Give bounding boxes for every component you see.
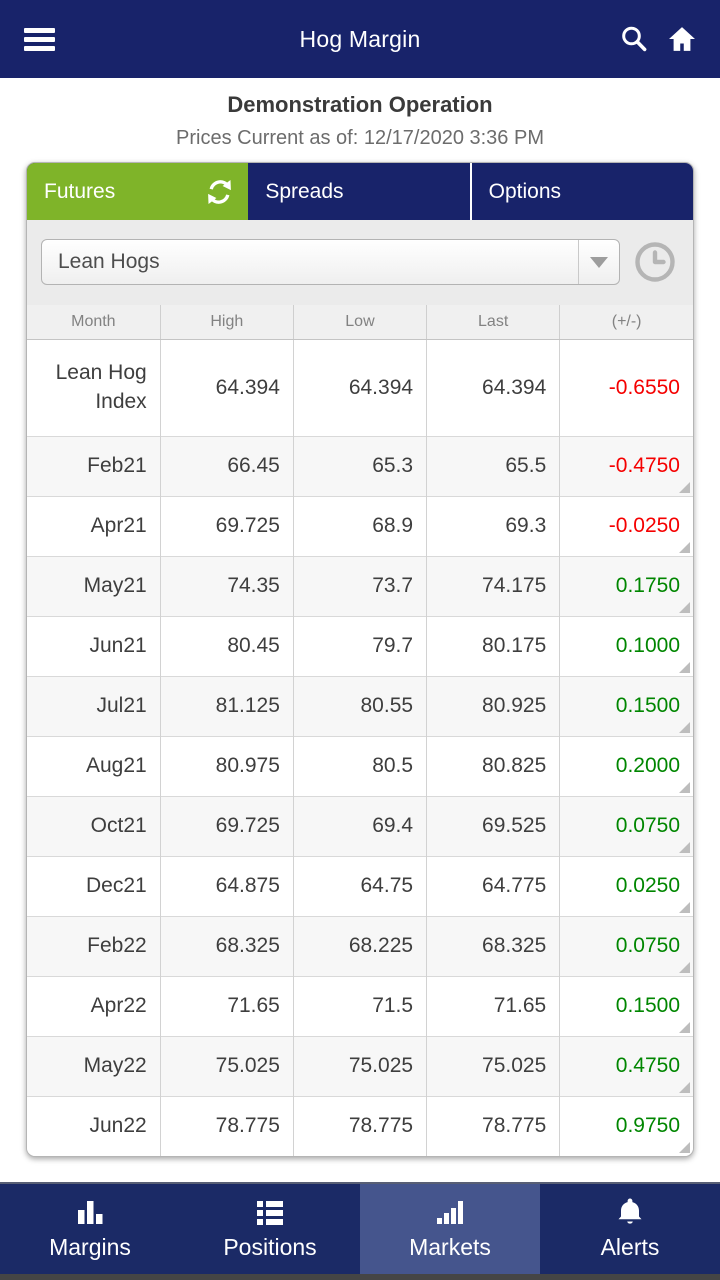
operation-title: Demonstration Operation <box>227 92 493 117</box>
month-cell: Apr22 <box>27 976 160 1036</box>
nav-markets[interactable] <box>360 1184 540 1274</box>
high-cell: 75.025 <box>160 1036 293 1096</box>
nav-alerts-label: Alerts <box>600 1234 660 1260</box>
row-may21[interactable] <box>27 556 693 616</box>
month-cell: Lean Hog Index <box>27 339 160 436</box>
bottom-nav <box>0 1182 720 1280</box>
bell-icon <box>616 1197 644 1227</box>
home-button[interactable] <box>668 26 696 52</box>
row-oct21[interactable] <box>27 796 693 856</box>
column-header-month: Month <box>27 305 160 339</box>
change-cell: -0.6550 <box>560 339 693 436</box>
high-cell: 80.45 <box>160 616 293 676</box>
high-cell: 81.125 <box>160 676 293 736</box>
change-cell: 0.0750 <box>560 916 693 976</box>
month-cell: May21 <box>27 556 160 616</box>
last-cell: 64.394 <box>427 339 560 436</box>
last-cell: 64.775 <box>427 856 560 916</box>
change-cell: 0.9750 <box>560 1096 693 1156</box>
change-cell: 0.4750 <box>560 1036 693 1096</box>
tab-options-label: Options <box>488 179 562 203</box>
bar-chart-icon <box>75 1197 105 1227</box>
clock-icon <box>632 239 678 285</box>
high-cell: 80.975 <box>160 736 293 796</box>
last-cell: 71.65 <box>427 976 560 1036</box>
last-cell: 80.175 <box>427 616 560 676</box>
change-cell: 0.1750 <box>560 556 693 616</box>
search-icon <box>620 25 648 53</box>
futures-quotes-table <box>27 305 693 1156</box>
low-cell: 75.025 <box>293 1036 426 1096</box>
last-cell: 80.825 <box>427 736 560 796</box>
tab-options[interactable] <box>470 163 693 220</box>
row-jun22[interactable] <box>27 1096 693 1156</box>
column-header-change: (+/-) <box>560 305 693 339</box>
menu-button[interactable] <box>24 24 55 55</box>
column-header-high: High <box>160 305 293 339</box>
high-cell: 68.325 <box>160 916 293 976</box>
low-cell: 64.75 <box>293 856 426 916</box>
low-cell: 69.4 <box>293 796 426 856</box>
high-cell: 78.775 <box>160 1096 293 1156</box>
month-cell: Feb22 <box>27 916 160 976</box>
change-cell: 0.1000 <box>560 616 693 676</box>
low-cell: 64.394 <box>293 339 426 436</box>
month-cell: Jul21 <box>27 676 160 736</box>
change-cell: -0.4750 <box>560 436 693 496</box>
row-may22[interactable] <box>27 1036 693 1096</box>
change-cell: 0.1500 <box>560 976 693 1036</box>
markets-panel <box>26 162 694 1157</box>
bottom-edge-bar <box>0 1274 720 1280</box>
month-cell: Jun21 <box>27 616 160 676</box>
page-heading <box>0 78 720 150</box>
last-cell: 69.3 <box>427 496 560 556</box>
home-icon <box>668 26 696 52</box>
month-cell: Feb21 <box>27 436 160 496</box>
high-cell: 71.65 <box>160 976 293 1036</box>
page-title: Hog Margin <box>299 25 421 52</box>
tab-futures[interactable] <box>27 163 248 220</box>
low-cell: 68.225 <box>293 916 426 976</box>
table-header-row <box>27 305 693 339</box>
row-feb22[interactable] <box>27 916 693 976</box>
last-cell: 75.025 <box>427 1036 560 1096</box>
market-tabs <box>27 163 693 220</box>
row-apr22[interactable] <box>27 976 693 1036</box>
prices-timestamp: Prices Current as of: 12/17/2020 3:36 PM <box>176 127 544 149</box>
month-cell: Apr21 <box>27 496 160 556</box>
low-cell: 73.7 <box>293 556 426 616</box>
chevron-down-icon <box>590 257 608 268</box>
refresh-icon[interactable] <box>205 177 234 206</box>
month-cell: Oct21 <box>27 796 160 856</box>
last-cell: 65.5 <box>427 436 560 496</box>
low-cell: 78.775 <box>293 1096 426 1156</box>
change-cell: -0.0250 <box>560 496 693 556</box>
row-aug21[interactable] <box>27 736 693 796</box>
row-jun21[interactable] <box>27 616 693 676</box>
commodity-select-value: Lean Hogs <box>58 250 160 273</box>
high-cell: 69.725 <box>160 496 293 556</box>
low-cell: 80.5 <box>293 736 426 796</box>
menu-icon <box>24 28 55 51</box>
month-cell: Dec21 <box>27 856 160 916</box>
last-cell: 68.325 <box>427 916 560 976</box>
column-header-last: Last <box>427 305 560 339</box>
commodity-select[interactable] <box>41 239 620 285</box>
top-bar <box>0 0 720 78</box>
tab-spreads-label: Spreads <box>265 179 344 203</box>
change-cell: 0.1500 <box>560 676 693 736</box>
nav-margins[interactable] <box>0 1184 180 1274</box>
month-cell: Aug21 <box>27 736 160 796</box>
change-cell: 0.0750 <box>560 796 693 856</box>
change-cell: 0.2000 <box>560 736 693 796</box>
row-lean-hog-index[interactable] <box>27 339 693 436</box>
high-cell: 64.875 <box>160 856 293 916</box>
last-cell: 80.925 <box>427 676 560 736</box>
tab-spreads[interactable] <box>248 163 469 220</box>
nav-positions[interactable] <box>180 1184 360 1274</box>
column-header-low: Low <box>293 305 426 339</box>
last-cell: 78.775 <box>427 1096 560 1156</box>
month-cell: Jun22 <box>27 1096 160 1156</box>
low-cell: 71.5 <box>293 976 426 1036</box>
row-apr21[interactable] <box>27 496 693 556</box>
high-cell: 74.35 <box>160 556 293 616</box>
history-button[interactable] <box>631 238 679 286</box>
row-dec21[interactable] <box>27 856 693 916</box>
topbar-actions <box>620 25 696 53</box>
low-cell: 79.7 <box>293 616 426 676</box>
last-cell: 69.525 <box>427 796 560 856</box>
nav-margins-label: Margins <box>49 1234 131 1260</box>
nav-positions-label: Positions <box>223 1234 317 1260</box>
instrument-row <box>27 220 693 305</box>
low-cell: 68.9 <box>293 496 426 556</box>
tab-futures-label: Futures <box>44 179 116 203</box>
low-cell: 80.55 <box>293 676 426 736</box>
change-cell: 0.0250 <box>560 856 693 916</box>
ascending-bars-icon <box>435 1197 465 1227</box>
row-feb21[interactable] <box>27 436 693 496</box>
last-cell: 74.175 <box>427 556 560 616</box>
high-cell: 64.394 <box>160 339 293 436</box>
select-arrow-box <box>578 240 619 284</box>
high-cell: 69.725 <box>160 796 293 856</box>
low-cell: 65.3 <box>293 436 426 496</box>
nav-alerts[interactable] <box>540 1184 720 1274</box>
nav-markets-label: Markets <box>409 1234 491 1260</box>
high-cell: 66.45 <box>160 436 293 496</box>
row-jul21[interactable] <box>27 676 693 736</box>
search-button[interactable] <box>620 25 648 53</box>
month-cell: May22 <box>27 1036 160 1096</box>
list-icon <box>255 1197 285 1227</box>
